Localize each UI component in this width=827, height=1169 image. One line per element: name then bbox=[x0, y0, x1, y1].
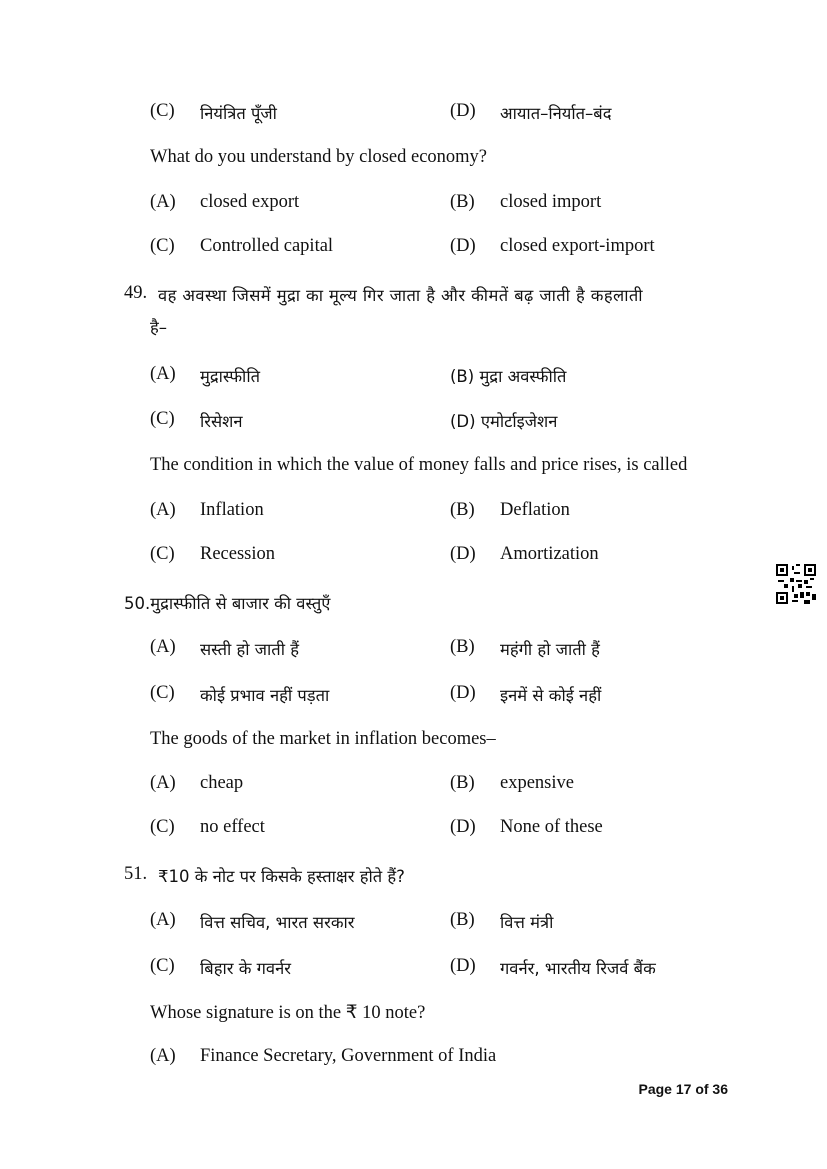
q51-hi-option-a-text: वित्त सचिव, भारत सरकार bbox=[200, 913, 355, 932]
q50-en-option-d-label: (D) bbox=[450, 817, 476, 837]
q49-en-option-d-text: Amortization bbox=[500, 544, 599, 564]
q49-en-option-b-text: Deflation bbox=[500, 500, 570, 520]
q51-hi-option-b-text: वित्त मंत्री bbox=[500, 913, 554, 932]
q51-hi-option-b-label: (B) bbox=[450, 910, 475, 930]
q48-en-option-b-text: closed import bbox=[500, 192, 602, 212]
q49-en-question: The condition in which the value of money falls and price rises, is called bbox=[150, 455, 688, 475]
q50-en-option-c-text: no effect bbox=[200, 817, 265, 837]
q49-en-option-c-label: (C) bbox=[150, 544, 175, 564]
q50-en-question: The goods of the market in inflation becomes– bbox=[150, 729, 496, 749]
q48-en-option-b-label: (B) bbox=[450, 192, 475, 212]
q50-hi-option-b-text: महंगी हो जाती हैं bbox=[500, 640, 600, 659]
q48-en-option-d-text: closed export-import bbox=[500, 236, 655, 256]
q50-hi-option-c-label: (C) bbox=[150, 683, 175, 703]
q49-hi-question-line2: है– bbox=[150, 318, 168, 337]
q51-hi-option-c-text: बिहार के गवर्नर bbox=[200, 959, 292, 978]
q49-hi-option-b-text: (B) मुद्रा अवस्फीति bbox=[450, 367, 567, 386]
q49-number: 49. bbox=[124, 283, 148, 303]
q48-en-option-c-label: (C) bbox=[150, 236, 175, 256]
q49-hi-option-d-text: (D) एमोर्टाइजेशन bbox=[450, 412, 558, 431]
q50-hi-option-d-text: इनमें से कोई नहीं bbox=[500, 686, 602, 705]
q51-hi-option-d-label: (D) bbox=[450, 956, 476, 976]
q48-hi-option-c-label: (C) bbox=[150, 101, 175, 121]
q50-en-option-a-text: cheap bbox=[200, 773, 244, 793]
q50-hi-option-d-label: (D) bbox=[450, 683, 476, 703]
q49-en-option-d-label: (D) bbox=[450, 544, 476, 564]
q50-hi-option-a-label: (A) bbox=[150, 637, 176, 657]
q51-number: 51. bbox=[124, 864, 148, 884]
q48-hi-option-c-text: नियंत्रित पूँजी bbox=[200, 104, 277, 123]
q49-hi-question-line1: वह अवस्था जिसमें मुद्रा का मूल्य गिर जाता है और कीमतें बढ़ जाती है कहलाती bbox=[158, 286, 643, 305]
qr-code-icon bbox=[776, 564, 816, 604]
q51-hi-option-c-label: (C) bbox=[150, 956, 175, 976]
q51-hi-question: ₹10 के नोट पर किसके हस्ताक्षर होते हैं? bbox=[158, 867, 405, 886]
q51-en-question: Whose signature is on the ₹ 10 note? bbox=[150, 1003, 426, 1023]
of-word: of bbox=[695, 1081, 709, 1097]
q48-en-option-c-text: Controlled capital bbox=[200, 236, 334, 256]
q49-en-option-c-text: Recession bbox=[200, 544, 276, 564]
q48-en-question: What do you understand by closed economy? bbox=[150, 147, 488, 167]
q50-en-option-b-text: expensive bbox=[500, 773, 574, 793]
q48-en-option-a-label: (A) bbox=[150, 192, 176, 212]
q50-hi-question: 50.मुद्रास्फीति से बाजार की वस्तुएँ bbox=[124, 594, 331, 613]
q50-hi-option-a-text: सस्ती हो जाती हैं bbox=[200, 640, 299, 659]
q48-hi-option-d-text: आयात–निर्यात–बंद bbox=[500, 104, 612, 123]
q48-hi-option-d-label: (D) bbox=[450, 101, 476, 121]
q49-hi-option-a-text: मुद्रास्फीति bbox=[200, 367, 260, 386]
q49-en-option-b-label: (B) bbox=[450, 500, 475, 520]
q49-en-option-a-text: Inflation bbox=[200, 500, 264, 520]
q49-hi-option-c-text: रिसेशन bbox=[200, 412, 243, 431]
q50-hi-option-c-text: कोई प्रभाव नहीं पड़ता bbox=[200, 686, 330, 705]
page-word: Page bbox=[638, 1081, 672, 1097]
q51-en-option-a-text: Finance Secretary, Government of India bbox=[200, 1046, 497, 1066]
q49-hi-option-c-label: (C) bbox=[150, 409, 175, 429]
total-pages: 36 bbox=[712, 1081, 728, 1097]
q50-en-option-b-label: (B) bbox=[450, 773, 475, 793]
q50-en-option-a-label: (A) bbox=[150, 773, 176, 793]
q48-en-option-d-label: (D) bbox=[450, 236, 476, 256]
q48-en-option-a-text: closed export bbox=[200, 192, 300, 212]
q49-hi-option-a-label: (A) bbox=[150, 364, 176, 384]
q50-en-option-d-text: None of these bbox=[500, 817, 603, 837]
q49-en-option-a-label: (A) bbox=[150, 500, 176, 520]
page-footer bbox=[638, 1081, 728, 1097]
page-number: 17 bbox=[675, 1081, 692, 1097]
q51-hi-option-d-text: गवर्नर, भारतीय रिजर्व बैंक bbox=[500, 959, 656, 978]
q51-hi-option-a-label: (A) bbox=[150, 910, 176, 930]
q50-en-option-c-label: (C) bbox=[150, 817, 175, 837]
q50-hi-option-b-label: (B) bbox=[450, 637, 475, 657]
q51-en-option-a-label: (A) bbox=[150, 1046, 176, 1066]
